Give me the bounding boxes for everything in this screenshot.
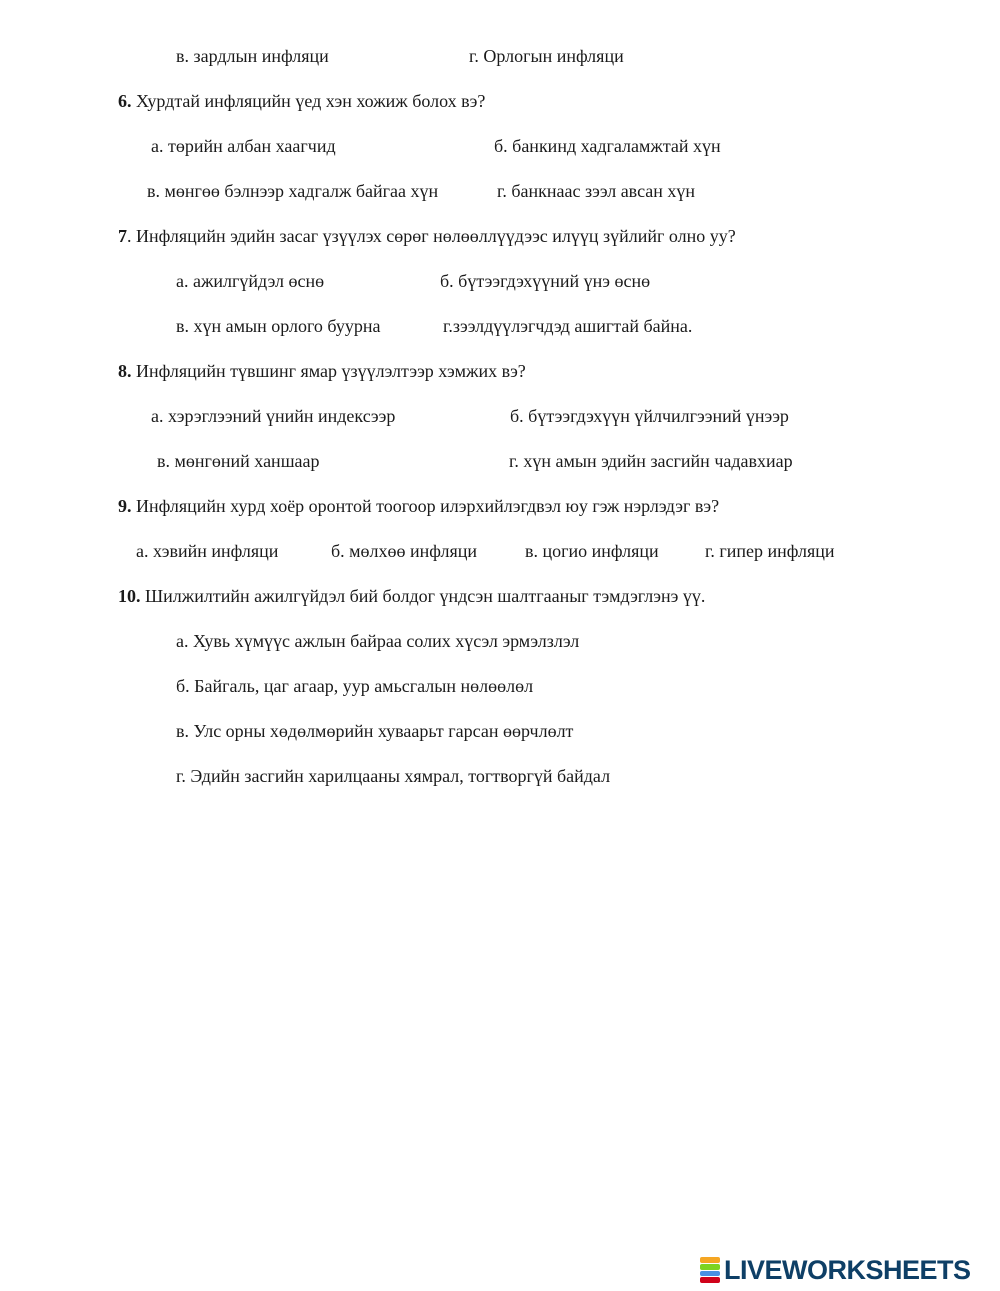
q8-option-b: б. бүтээгдэхүүн үйлчилгээний үнээр bbox=[510, 406, 789, 426]
logo-block-i bbox=[700, 1264, 720, 1270]
q5-option-c: в. зардлын инфляци bbox=[176, 46, 329, 66]
q8-option-d: г. хүн амын эдийн засгийн чадавхиар bbox=[509, 451, 793, 471]
question-text: Инфляцийн түвшинг ямар үзүүлэлтээр хэмжих вэ? bbox=[131, 361, 526, 381]
q6-option-a: а. төрийн албан хаагчид bbox=[151, 136, 336, 156]
question-number: 9. bbox=[118, 496, 132, 516]
question-number: 10. bbox=[118, 586, 141, 606]
q7-option-a: а. ажилгүйдэл өснө bbox=[176, 271, 325, 291]
question-number: 8. bbox=[118, 361, 132, 381]
question-text: Инфляцийн хурд хоёр оронтой тоогоор илэрхийлэгдвэл юу гэж нэрлэдэг вэ? bbox=[131, 496, 720, 516]
q9-option-b: б. мөлхөө инфляци bbox=[331, 541, 478, 561]
liveworksheets-wordmark: LIVEWORKSHEETS bbox=[724, 1255, 971, 1285]
q8-option-c: в. мөнгөний ханшаар bbox=[157, 451, 320, 471]
q10-option-b: б. Байгаль, цаг агаар, уур амьсгалын нөлөөлөл bbox=[176, 676, 534, 696]
q6-option-c: в. мөнгөө бэлнээр хадгалж байгаа хүн bbox=[147, 181, 439, 201]
liveworksheets-logo-icon bbox=[700, 1257, 720, 1283]
logo-block-v bbox=[700, 1271, 720, 1277]
question-8 bbox=[118, 360, 526, 382]
question-10 bbox=[118, 585, 705, 607]
q6-option-d: г. банкнаас зээл авсан хүн bbox=[497, 181, 696, 201]
liveworksheets-brand bbox=[700, 1255, 971, 1285]
question-6 bbox=[118, 90, 485, 112]
q7-option-c: в. хүн амын орлого буурна bbox=[176, 316, 381, 336]
q8-option-a: а. хэрэглээний үнийн индексээр bbox=[151, 406, 396, 426]
q7-option-b: б. бүтээгдэхүүний үнэ өснө bbox=[440, 271, 651, 291]
question-text: Шилжилтийн ажилгүйдэл бий болдог үндсэн шалтгааныг тэмдэглэнэ үү. bbox=[140, 586, 706, 606]
logo-block-e bbox=[700, 1277, 720, 1283]
q9-option-a: а. хэвийн инфляци bbox=[136, 541, 279, 561]
q10-option-d: г. Эдийн засгийн харилцааны хямрал, тогтворгүй байдал bbox=[176, 766, 611, 786]
logo-block-l bbox=[700, 1257, 720, 1263]
question-text: Хурдтай инфляцийн үед хэн хожиж болох вэ? bbox=[131, 91, 486, 111]
question-number: 7 bbox=[118, 226, 127, 246]
q5-option-d: г. Орлогын инфляци bbox=[469, 46, 624, 66]
q10-option-a: а. Хувь хүмүүс ажлын байраа солих хүсэл эрмэлзлэл bbox=[176, 631, 580, 651]
question-number: 6. bbox=[118, 91, 132, 111]
question-text: . Инфляцийн эдийн засаг үзүүлэх сөрөг нөлөөллүүдээс илүүц зүйлийг олно уу? bbox=[127, 226, 736, 246]
q9-option-c: в. цогио инфляци bbox=[525, 541, 659, 561]
q10-option-c: в. Улс орны хөдөлмөрийн хуваарьт гарсан өөрчлөлт bbox=[176, 721, 574, 741]
q9-option-d: г. гипер инфляци bbox=[705, 541, 835, 561]
question-9 bbox=[118, 495, 719, 517]
q6-option-b: б. банкинд хадгаламжтай хүн bbox=[494, 136, 721, 156]
q7-option-d: г.зээлдүүлэгчдэд ашигтай байна. bbox=[443, 316, 693, 336]
question-7 bbox=[118, 225, 736, 247]
